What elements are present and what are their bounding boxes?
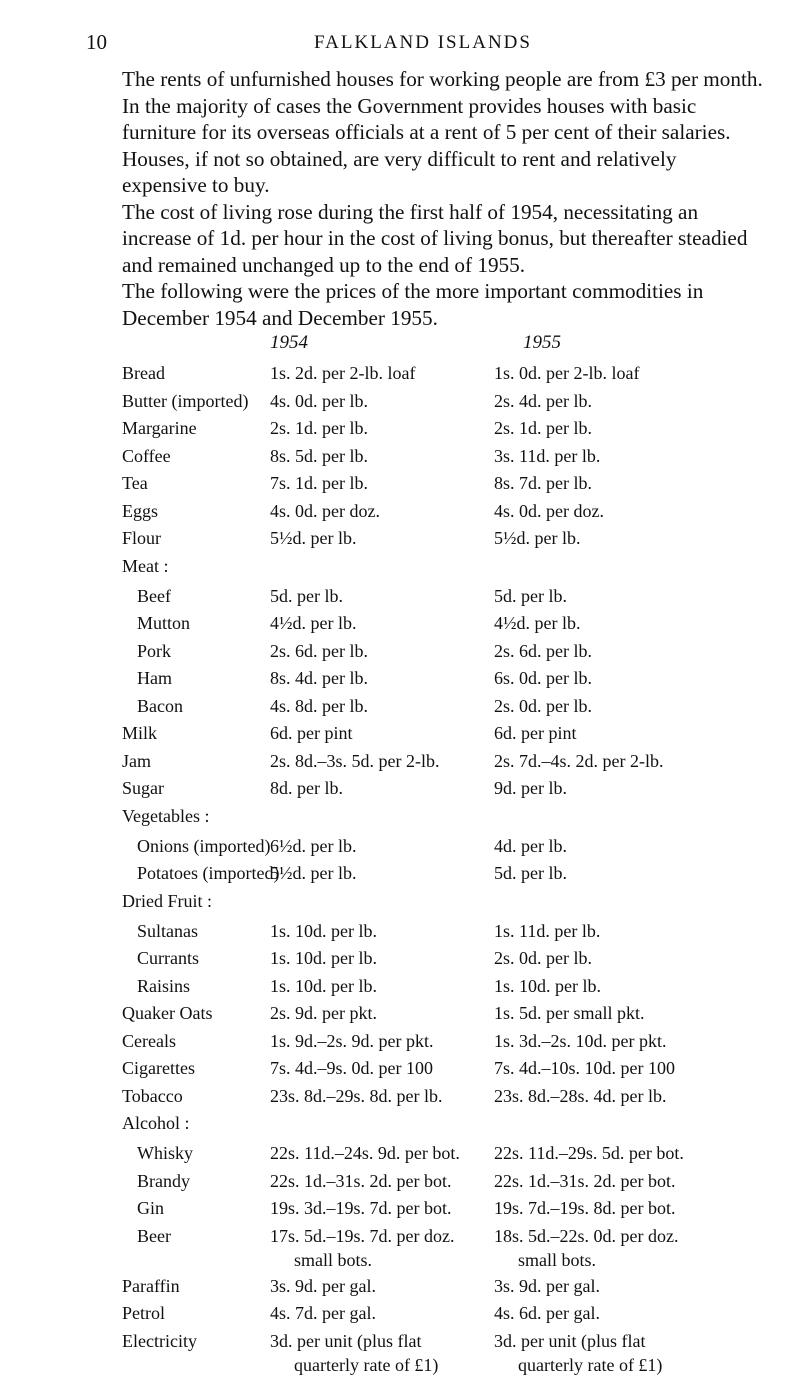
price-1955: 6s. 0d. per lb. <box>494 668 592 688</box>
price-1954: 1s. 9d.–2s. 9d. per pkt. <box>270 1030 434 1051</box>
table-section-heading <box>0 1110 800 1140</box>
price-1955: 1s. 5d. per small pkt. <box>494 1003 645 1023</box>
price-1955: 22s. 11d.–29s. 5d. per bot. <box>494 1143 684 1163</box>
price-1954: 1s. 10d. per lb. <box>270 948 377 968</box>
price-1955: 22s. 1d.–31s. 2d. per bot. <box>494 1170 676 1191</box>
commodity-name: Currants <box>137 948 199 968</box>
table-row <box>0 1273 800 1301</box>
price-1954: 8s. 4d. per lb. <box>270 668 368 688</box>
price-1954: 1s. 10d. per lb. <box>270 975 377 996</box>
price-1954: 1s. 2d. per 2-lb. loaf <box>270 363 416 383</box>
table-row <box>0 748 800 776</box>
table-section-heading <box>0 888 800 918</box>
price-1955: 8s. 7d. per lb. <box>494 473 592 493</box>
price-1955: 3s. 11d. per lb. <box>494 445 601 466</box>
commodity-name: Onions (imported) <box>137 835 271 856</box>
table-row <box>0 498 800 526</box>
table-section-heading <box>0 553 800 583</box>
table-row <box>0 443 800 471</box>
table-row <box>0 833 800 861</box>
commodity-name: Mutton <box>137 613 191 633</box>
table-row <box>0 1140 800 1168</box>
table-row <box>0 693 800 721</box>
commodity-name: Gin <box>137 1198 164 1218</box>
price-1955: 2s. 1d. per lb. <box>494 418 592 438</box>
price-1954: 3s. 9d. per gal. <box>270 1275 376 1296</box>
table-row <box>0 638 800 666</box>
table-row <box>0 1168 800 1196</box>
price-1954: 8s. 5d. per lb. <box>270 445 368 466</box>
price-1955: 18s. 5d.–22s. 0d. per doz. small bots. <box>494 1225 679 1270</box>
price-1954: 6½d. per lb. <box>270 835 357 856</box>
price-1955-continued: small bots. <box>518 1249 597 1270</box>
price-1955: 2s. 0d. per lb. <box>494 948 592 968</box>
commodity-name: Coffee <box>122 445 171 466</box>
price-1955: 5½d. per lb. <box>494 528 581 548</box>
price-1954: 22s. 1d.–31s. 2d. per bot. <box>270 1170 452 1191</box>
price-1954: 22s. 11d.–24s. 9d. per bot. <box>270 1143 460 1163</box>
price-1954: 8d. per lb. <box>270 778 343 798</box>
price-table <box>0 360 800 1378</box>
table-row <box>0 945 800 973</box>
price-1954: 7s. 1d. per lb. <box>270 473 368 493</box>
commodity-name: Paraffin <box>122 1275 180 1296</box>
section-label: Dried Fruit : <box>122 890 212 911</box>
commodity-name: Quaker Oats <box>122 1003 213 1023</box>
table-row <box>0 1328 800 1378</box>
price-1954: 4s. 8d. per lb. <box>270 695 368 716</box>
table-row <box>0 1055 800 1083</box>
column-header-1954: 1954 <box>270 332 308 353</box>
price-1955: 3s. 9d. per gal. <box>494 1275 600 1296</box>
commodity-name: Butter (imported) <box>122 390 249 411</box>
commodity-name: Tea <box>122 473 148 493</box>
section-label: Vegetables : <box>122 805 210 826</box>
price-1955: 2s. 7d.–4s. 2d. per 2-lb. <box>494 750 664 771</box>
commodity-name: Sugar <box>122 778 164 798</box>
price-1954: 2s. 1d. per lb. <box>270 418 368 438</box>
table-row <box>0 665 800 693</box>
price-1954: 6d. per pint <box>270 723 353 743</box>
commodity-name: Ham <box>137 668 172 688</box>
section-label: Meat : <box>122 555 169 576</box>
running-title: FALKLAND ISLANDS <box>314 32 532 53</box>
price-1954: 3d. per unit (plus flat quarterly rate of £1) <box>270 1330 439 1375</box>
price-1955: 6d. per pint <box>494 723 577 743</box>
commodity-name: Petrol <box>122 1303 165 1323</box>
price-1955: 4½d. per lb. <box>494 613 581 633</box>
price-1955: 2s. 4d. per lb. <box>494 390 592 411</box>
table-row <box>0 415 800 443</box>
page-header <box>0 30 800 60</box>
table-row <box>0 1000 800 1028</box>
price-1955: 1s. 10d. per lb. <box>494 975 601 996</box>
paragraph: The following were the prices of the more important commodities in December 1954 and December 1955. <box>122 279 704 330</box>
table-row <box>0 388 800 416</box>
table-row <box>0 1300 800 1328</box>
commodity-name: Tobacco <box>122 1085 183 1106</box>
price-1954: 5½d. per lb. <box>270 528 357 548</box>
section-label: Alcohol : <box>122 1113 190 1133</box>
table-row <box>0 1223 800 1273</box>
commodity-name: Milk <box>122 723 158 743</box>
commodity-name: Brandy <box>137 1170 190 1191</box>
price-1954: 2s. 9d. per pkt. <box>270 1003 377 1023</box>
commodity-name: Raisins <box>137 975 191 996</box>
table-row <box>0 720 800 748</box>
price-1954: 5½d. per lb. <box>270 863 357 883</box>
price-1955-continued: quarterly rate of £1) <box>518 1354 663 1375</box>
table-row <box>0 1195 800 1223</box>
commodity-name: Cereals <box>122 1030 176 1051</box>
table-row <box>0 775 800 803</box>
price-1955: 1s. 11d. per lb. <box>494 920 601 941</box>
price-1955: 5d. per lb. <box>494 585 567 606</box>
price-1955: 2s. 0d. per lb. <box>494 695 592 716</box>
commodity-name: Jam <box>122 750 151 771</box>
price-1955: 9d. per lb. <box>494 778 567 798</box>
body-text <box>122 66 764 331</box>
price-1955: 7s. 4d.–10s. 10d. per 100 <box>494 1058 675 1078</box>
price-1955: 4d. per lb. <box>494 835 567 856</box>
commodity-name: Whisky <box>137 1143 193 1163</box>
price-1955: 1s. 3d.–2s. 10d. per pkt. <box>494 1030 667 1051</box>
table-row <box>0 525 800 553</box>
price-1955: 4s. 6d. per gal. <box>494 1303 600 1323</box>
paragraph: The rents of unfurnished houses for working people are from £3 per month. In the majority of cases the Government provides houses with basic furniture for its overseas officials at a rent of 5 per cent of their salaries. Houses, if not so obtained, are very difficult to rent and relatively expensive to buy. <box>122 67 763 197</box>
commodity-name: Beef <box>137 585 171 606</box>
commodity-name: Flour <box>122 528 162 548</box>
commodity-name: Bacon <box>137 695 183 716</box>
table-row <box>0 610 800 638</box>
price-1955: 4s. 0d. per doz. <box>494 500 604 521</box>
table-row <box>0 918 800 946</box>
price-1954: 17s. 5d.–19s. 7d. per doz. small bots. <box>270 1225 455 1270</box>
price-1954: 4s. 7d. per gal. <box>270 1303 376 1323</box>
table-row <box>0 583 800 611</box>
commodity-name: Cigarettes <box>122 1058 195 1078</box>
price-1954: 4s. 0d. per doz. <box>270 500 380 521</box>
price-1955: 1s. 0d. per 2-lb. loaf <box>494 363 640 383</box>
table-row <box>0 1083 800 1111</box>
table-section-heading <box>0 803 800 833</box>
price-1954: 2s. 6d. per lb. <box>270 640 368 661</box>
commodity-name: Pork <box>137 640 172 661</box>
price-1954: 5d. per lb. <box>270 585 343 606</box>
price-1955: 5d. per lb. <box>494 863 567 883</box>
commodity-name: Eggs <box>122 500 158 521</box>
table-row <box>0 360 800 388</box>
commodity-name: Electricity <box>122 1330 197 1351</box>
price-1955: 3d. per unit (plus flat quarterly rate of £1) <box>494 1330 663 1375</box>
commodity-name: Potatoes (imported) <box>137 863 280 883</box>
commodity-name: Bread <box>122 363 165 383</box>
column-header-1955: 1955 <box>523 332 561 353</box>
price-1954: 23s. 8d.–29s. 8d. per lb. <box>270 1085 443 1106</box>
price-1955: 2s. 6d. per lb. <box>494 640 592 661</box>
commodity-name: Sultanas <box>137 920 198 941</box>
page-number: 10 <box>86 30 107 54</box>
price-1954: 7s. 4d.–9s. 0d. per 100 <box>270 1058 433 1078</box>
table-row <box>0 470 800 498</box>
price-1954: 2s. 8d.–3s. 5d. per 2-lb. <box>270 750 440 771</box>
price-1954: 4½d. per lb. <box>270 613 357 633</box>
price-1955: 19s. 7d.–19s. 8d. per bot. <box>494 1198 676 1218</box>
price-1954-continued: quarterly rate of £1) <box>294 1354 439 1375</box>
table-row <box>0 1028 800 1056</box>
price-1954: 1s. 10d. per lb. <box>270 920 377 941</box>
price-1954: 4s. 0d. per lb. <box>270 390 368 411</box>
table-row <box>0 860 800 888</box>
price-1955: 23s. 8d.–28s. 4d. per lb. <box>494 1085 667 1106</box>
price-1954: 19s. 3d.–19s. 7d. per bot. <box>270 1198 452 1218</box>
table-row <box>0 973 800 1001</box>
commodity-name: Margarine <box>122 418 197 438</box>
commodity-name: Beer <box>137 1225 171 1246</box>
paragraph: The cost of living rose during the first half of 1954, necessitating an increase of 1d. per hour in the cost of living bonus, but thereafter steadied and remained unchanged up to the end of 1955. <box>122 199 748 277</box>
price-1954-continued: small bots. <box>294 1249 373 1270</box>
